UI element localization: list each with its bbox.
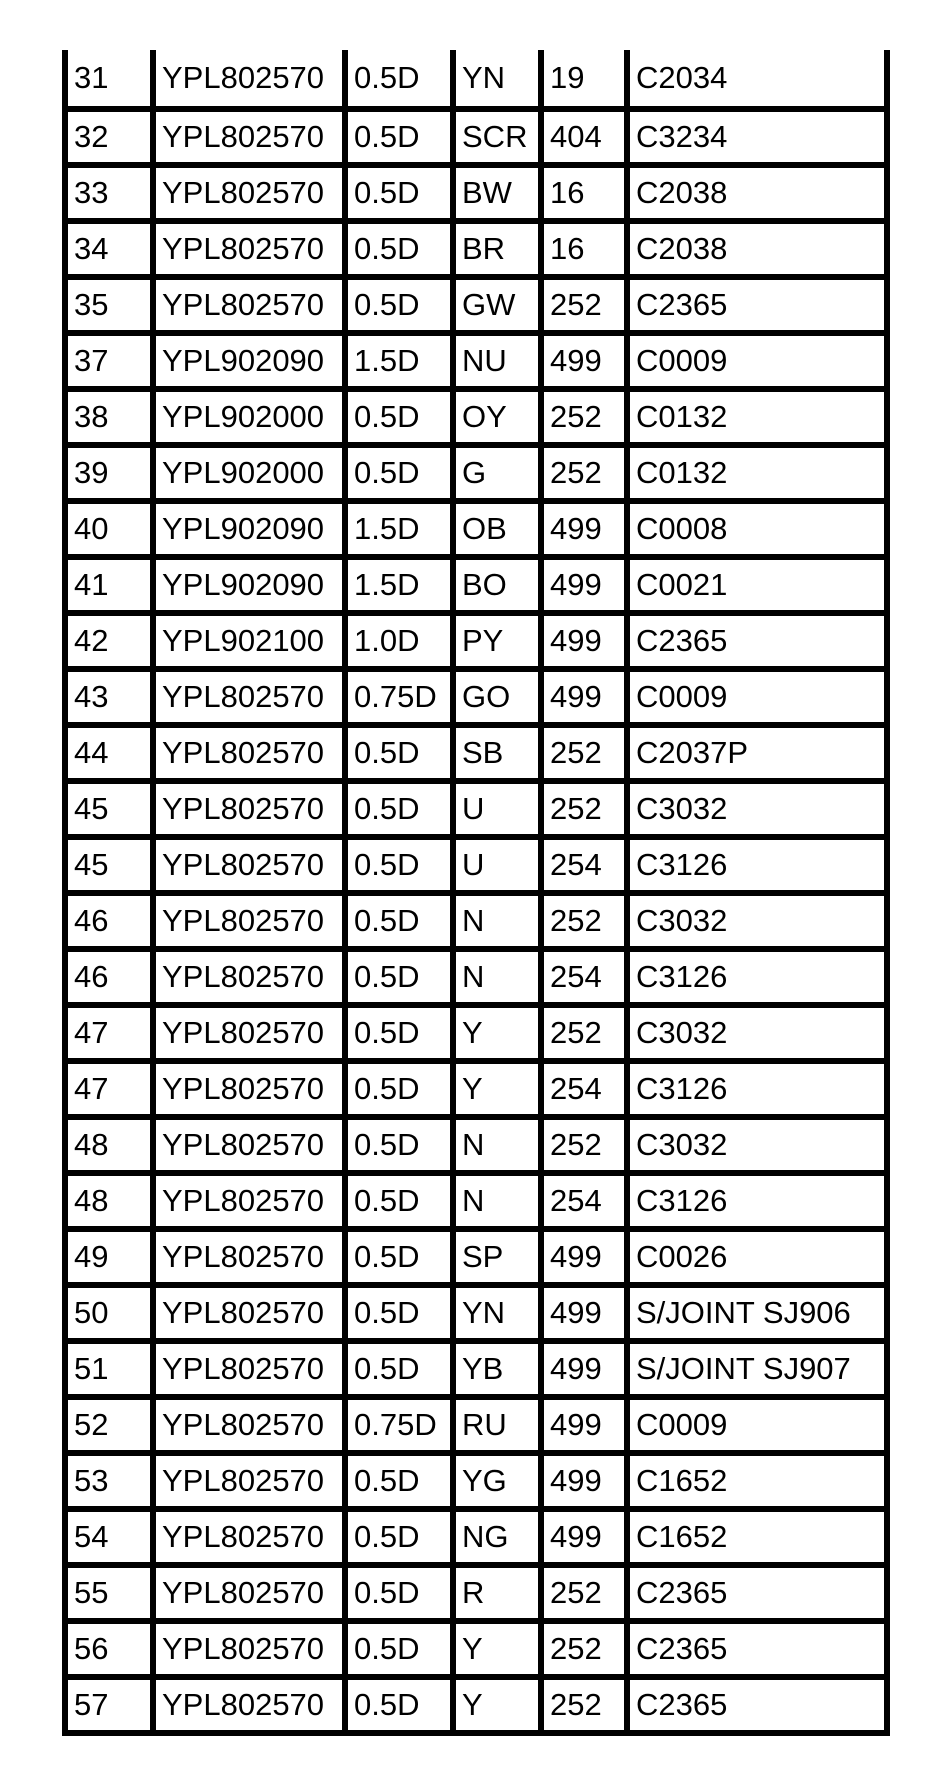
part-number-cell: YPL802570 [153,109,345,165]
connector-cell: C3126 [627,949,887,1005]
wire-color-cell: U [453,837,541,893]
wiring-table [62,50,890,1736]
wire-color-cell: YG [453,1453,541,1509]
wire-color-cell: Y [453,1677,541,1733]
circuit-number-cell: 48 [65,1117,153,1173]
wire-size-cell: 0.5D [345,1005,453,1061]
code-cell: 499 [541,557,627,613]
wire-color-cell: SB [453,725,541,781]
part-number-cell: YPL802570 [153,1677,345,1733]
table-row [65,893,887,949]
code-cell: 252 [541,1117,627,1173]
circuit-number-cell: 52 [65,1397,153,1453]
circuit-number-cell: 35 [65,277,153,333]
connector-cell: C2365 [627,277,887,333]
wire-color-cell: SP [453,1229,541,1285]
circuit-number-cell: 55 [65,1565,153,1621]
table-row [65,1229,887,1285]
wire-size-cell: 1.5D [345,557,453,613]
connector-cell: C2365 [627,1565,887,1621]
wire-size-cell: 0.5D [345,1677,453,1733]
circuit-number-cell: 33 [65,165,153,221]
part-number-cell: YPL902090 [153,501,345,557]
code-cell: 254 [541,1061,627,1117]
table-row [65,1285,887,1341]
wire-size-cell: 0.5D [345,837,453,893]
wire-size-cell: 0.5D [345,1173,453,1229]
circuit-number-cell: 38 [65,389,153,445]
part-number-cell: YPL802570 [153,1229,345,1285]
table-row [65,277,887,333]
code-cell: 252 [541,445,627,501]
table-row [65,50,887,109]
connector-cell: C3126 [627,1061,887,1117]
circuit-number-cell: 48 [65,1173,153,1229]
connector-cell: S/JOINT SJ906 [627,1285,887,1341]
table-row [65,669,887,725]
circuit-number-cell: 41 [65,557,153,613]
wire-color-cell: NG [453,1509,541,1565]
code-cell: 499 [541,1341,627,1397]
part-number-cell: YPL802570 [153,1061,345,1117]
code-cell: 254 [541,949,627,1005]
table-row [65,837,887,893]
connector-cell: C2365 [627,1621,887,1677]
part-number-cell: YPL802570 [153,837,345,893]
table-row [65,1453,887,1509]
part-number-cell: YPL902090 [153,557,345,613]
table-row [65,557,887,613]
connector-cell: C2365 [627,613,887,669]
table-row [65,445,887,501]
connector-cell: C1652 [627,1509,887,1565]
part-number-cell: YPL802570 [153,949,345,1005]
wire-size-cell: 0.5D [345,1285,453,1341]
circuit-number-cell: 45 [65,781,153,837]
wiring-table-body [65,50,887,1733]
part-number-cell: YPL802570 [153,165,345,221]
connector-cell: C3032 [627,893,887,949]
table-row [65,613,887,669]
table-row [65,1677,887,1733]
code-cell: 404 [541,109,627,165]
part-number-cell: YPL802570 [153,1173,345,1229]
connector-cell: C0132 [627,389,887,445]
connector-cell: C0009 [627,669,887,725]
wire-color-cell: YN [453,50,541,109]
connector-cell: C2365 [627,1677,887,1733]
connector-cell: C3126 [627,1173,887,1229]
circuit-number-cell: 31 [65,50,153,109]
circuit-number-cell: 54 [65,1509,153,1565]
connector-cell: C0008 [627,501,887,557]
part-number-cell: YPL802570 [153,1621,345,1677]
wire-size-cell: 0.5D [345,1117,453,1173]
table-row [65,1621,887,1677]
circuit-number-cell: 45 [65,837,153,893]
wire-color-cell: PY [453,613,541,669]
wire-size-cell: 1.5D [345,333,453,389]
wire-size-cell: 0.5D [345,221,453,277]
connector-cell: C0021 [627,557,887,613]
wire-color-cell: U [453,781,541,837]
wire-color-cell: YB [453,1341,541,1397]
table-row [65,165,887,221]
code-cell: 252 [541,277,627,333]
part-number-cell: YPL802570 [153,1005,345,1061]
circuit-number-cell: 44 [65,725,153,781]
circuit-number-cell: 42 [65,613,153,669]
code-cell: 499 [541,1397,627,1453]
wire-color-cell: N [453,1117,541,1173]
connector-cell: C0026 [627,1229,887,1285]
code-cell: 254 [541,1173,627,1229]
circuit-number-cell: 32 [65,109,153,165]
part-number-cell: YPL802570 [153,1509,345,1565]
connector-cell: C3126 [627,837,887,893]
part-number-cell: YPL802570 [153,50,345,109]
code-cell: 254 [541,837,627,893]
connector-cell: C2038 [627,221,887,277]
wire-size-cell: 0.5D [345,50,453,109]
wire-size-cell: 0.5D [345,1229,453,1285]
code-cell: 252 [541,893,627,949]
code-cell: 499 [541,1229,627,1285]
wire-color-cell: R [453,1565,541,1621]
circuit-number-cell: 53 [65,1453,153,1509]
wire-size-cell: 0.5D [345,1621,453,1677]
code-cell: 252 [541,1677,627,1733]
wire-color-cell: BW [453,165,541,221]
code-cell: 252 [541,1565,627,1621]
code-cell: 499 [541,1285,627,1341]
circuit-number-cell: 34 [65,221,153,277]
table-row [65,1565,887,1621]
wire-color-cell: G [453,445,541,501]
wire-color-cell: N [453,893,541,949]
table-row [65,333,887,389]
wire-color-cell: Y [453,1005,541,1061]
circuit-number-cell: 51 [65,1341,153,1397]
wire-size-cell: 0.5D [345,1341,453,1397]
code-cell: 252 [541,389,627,445]
wire-color-cell: NU [453,333,541,389]
wire-color-cell: OB [453,501,541,557]
connector-cell: C0009 [627,333,887,389]
wire-size-cell: 0.5D [345,949,453,1005]
circuit-number-cell: 46 [65,893,153,949]
part-number-cell: YPL802570 [153,277,345,333]
wire-size-cell: 0.5D [345,165,453,221]
connector-cell: C3032 [627,1117,887,1173]
connector-cell: C2038 [627,165,887,221]
part-number-cell: YPL802570 [153,1341,345,1397]
code-cell: 499 [541,669,627,725]
code-cell: 19 [541,50,627,109]
code-cell: 499 [541,333,627,389]
connector-cell: C0009 [627,1397,887,1453]
code-cell: 499 [541,613,627,669]
circuit-number-cell: 39 [65,445,153,501]
part-number-cell: YPL802570 [153,669,345,725]
wire-color-cell: Y [453,1061,541,1117]
part-number-cell: YPL802570 [153,781,345,837]
wire-size-cell: 0.5D [345,725,453,781]
wire-size-cell: 0.5D [345,109,453,165]
code-cell: 252 [541,725,627,781]
connector-cell: C1652 [627,1453,887,1509]
circuit-number-cell: 47 [65,1005,153,1061]
wire-size-cell: 0.5D [345,1565,453,1621]
wire-size-cell: 0.5D [345,781,453,837]
table-row [65,1061,887,1117]
part-number-cell: YPL802570 [153,725,345,781]
circuit-number-cell: 46 [65,949,153,1005]
connector-cell: C3032 [627,1005,887,1061]
wire-size-cell: 1.5D [345,501,453,557]
circuit-number-cell: 43 [65,669,153,725]
connector-cell: C2037P [627,725,887,781]
wire-color-cell: Y [453,1621,541,1677]
wire-size-cell: 0.5D [345,1453,453,1509]
circuit-number-cell: 57 [65,1677,153,1733]
part-number-cell: YPL802570 [153,221,345,277]
table-row [65,949,887,1005]
table-row [65,389,887,445]
connector-cell: C3032 [627,781,887,837]
table-row [65,501,887,557]
wire-size-cell: 0.75D [345,669,453,725]
table-row [65,781,887,837]
part-number-cell: YPL902100 [153,613,345,669]
part-number-cell: YPL802570 [153,1453,345,1509]
wire-size-cell: 0.5D [345,1509,453,1565]
wire-size-cell: 0.5D [345,1061,453,1117]
code-cell: 252 [541,1005,627,1061]
table-row [65,1173,887,1229]
wire-color-cell: RU [453,1397,541,1453]
wire-size-cell: 0.5D [345,445,453,501]
part-number-cell: YPL902000 [153,445,345,501]
table-row [65,1341,887,1397]
code-cell: 499 [541,1453,627,1509]
wire-color-cell: N [453,949,541,1005]
table-row [65,1509,887,1565]
wire-color-cell: BR [453,221,541,277]
connector-cell: C2034 [627,50,887,109]
circuit-number-cell: 49 [65,1229,153,1285]
table-row [65,221,887,277]
wire-color-cell: BO [453,557,541,613]
wire-size-cell: 0.5D [345,389,453,445]
table-row [65,109,887,165]
wire-color-cell: YN [453,1285,541,1341]
code-cell: 499 [541,501,627,557]
part-number-cell: YPL802570 [153,1397,345,1453]
wire-color-cell: GW [453,277,541,333]
circuit-number-cell: 47 [65,1061,153,1117]
wire-color-cell: OY [453,389,541,445]
connector-cell: C0132 [627,445,887,501]
connector-cell: S/JOINT SJ907 [627,1341,887,1397]
code-cell: 16 [541,165,627,221]
code-cell: 252 [541,781,627,837]
part-number-cell: YPL802570 [153,1117,345,1173]
part-number-cell: YPL902090 [153,333,345,389]
part-number-cell: YPL802570 [153,1565,345,1621]
part-number-cell: YPL802570 [153,1285,345,1341]
wire-size-cell: 0.5D [345,893,453,949]
wire-size-cell: 0.5D [345,277,453,333]
circuit-number-cell: 40 [65,501,153,557]
part-number-cell: YPL902000 [153,389,345,445]
part-number-cell: YPL802570 [153,893,345,949]
circuit-number-cell: 56 [65,1621,153,1677]
table-row [65,725,887,781]
table-row [65,1005,887,1061]
circuit-number-cell: 50 [65,1285,153,1341]
code-cell: 499 [541,1509,627,1565]
wire-size-cell: 1.0D [345,613,453,669]
code-cell: 16 [541,221,627,277]
code-cell: 252 [541,1621,627,1677]
connector-cell: C3234 [627,109,887,165]
table-row [65,1397,887,1453]
wire-color-cell: N [453,1173,541,1229]
wire-color-cell: GO [453,669,541,725]
circuit-number-cell: 37 [65,333,153,389]
table-row [65,1117,887,1173]
wire-size-cell: 0.75D [345,1397,453,1453]
wire-color-cell: SCR [453,109,541,165]
